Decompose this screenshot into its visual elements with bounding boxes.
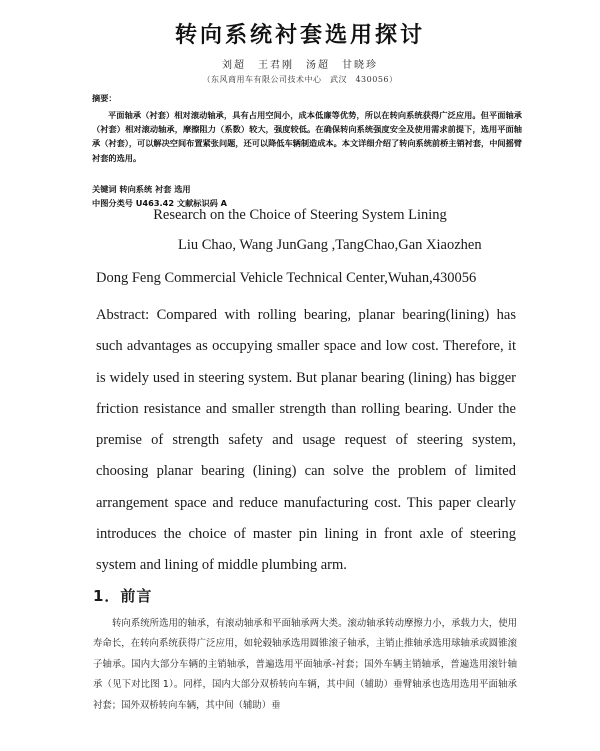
- authors-en: Liu Chao, Wang JunGang ,TangChao,Gan Xiaozhen: [178, 237, 482, 253]
- abstract-en: Abstract: Compared with rolling bearing, planar bearing(lining) has such advantages as occupying smaller space and low cost. Therefore, it is widely used in steering system. But planar bearing (lining) has bigger friction resistance and smaller strength than rolling bearing. Under the premise of strength safety and usage request of steering system, choosing planar bearing (lining) can solve the problem of limited arrangement space and reduce manufacturing cost. This paper clearly introduces the choice of master pin lining in front axle of steering system and lining of middle plumbing arm.: [96, 307, 516, 574]
- section-heading-introduction: 1．前言: [93, 587, 153, 605]
- keywords-cn: 关键词 转向系统 衬套 选用: [92, 184, 191, 194]
- paper-title-cn: 转向系统衬套选用探讨: [174, 23, 425, 48]
- classification-cn: 中图分类号 U463.42 文献标识码 A: [92, 198, 228, 208]
- affiliation-cn: （东风商用车有限公司技术中心 武汉 430056）: [202, 75, 398, 84]
- section-body-introduction: 转向系统所选用的轴承，有滚动轴承和平面轴承两大类。滚动轴承转动摩擦力小，承载力大，使用寿命长，在转向系统获得广泛应用，如轮毂轴承选用圆锥滚子轴承，主销止推轴承选用球轴承或圆锥滚子轴承。国内大部分车辆的主销轴承，普遍选用平面轴承-衬套；国外车辆主销轴承，普遍选用滚针轴承（见下对比图 1）。同样，国内大部分双桥转向车辆，其中间（辅助）垂臂轴承也选用选用平面轴承衬套；国外双桥转向车辆，其中间（辅助）垂: [93, 618, 517, 711]
- paper-title-en: Research on the Choice of Steering System Lining: [153, 207, 447, 223]
- abstract-label-cn: 摘要：: [92, 93, 117, 103]
- abstract-cn: 平面轴承（衬套）相对滚动轴承，具有占用空间小，成本低廉等优势，所以在转向系统获得广泛应用。但平面轴承（衬套）相对滚动轴承，摩擦阻力（系数）较大，强度较低。在确保转向系统强度安全及使用需求前提下，选用平面轴承（衬套），可以解决空间布置紧张问题，还可以降低车辆制造成本。本文详细介绍了转向系统前桥主销衬套，中间摇臂衬套的选用。: [92, 110, 522, 163]
- authors-cn: 刘超 王君刚 汤超 甘晓珍: [222, 60, 378, 71]
- affiliation-en: Dong Feng Commercial Vehicle Technical Center,Wuhan,430056: [96, 270, 477, 286]
